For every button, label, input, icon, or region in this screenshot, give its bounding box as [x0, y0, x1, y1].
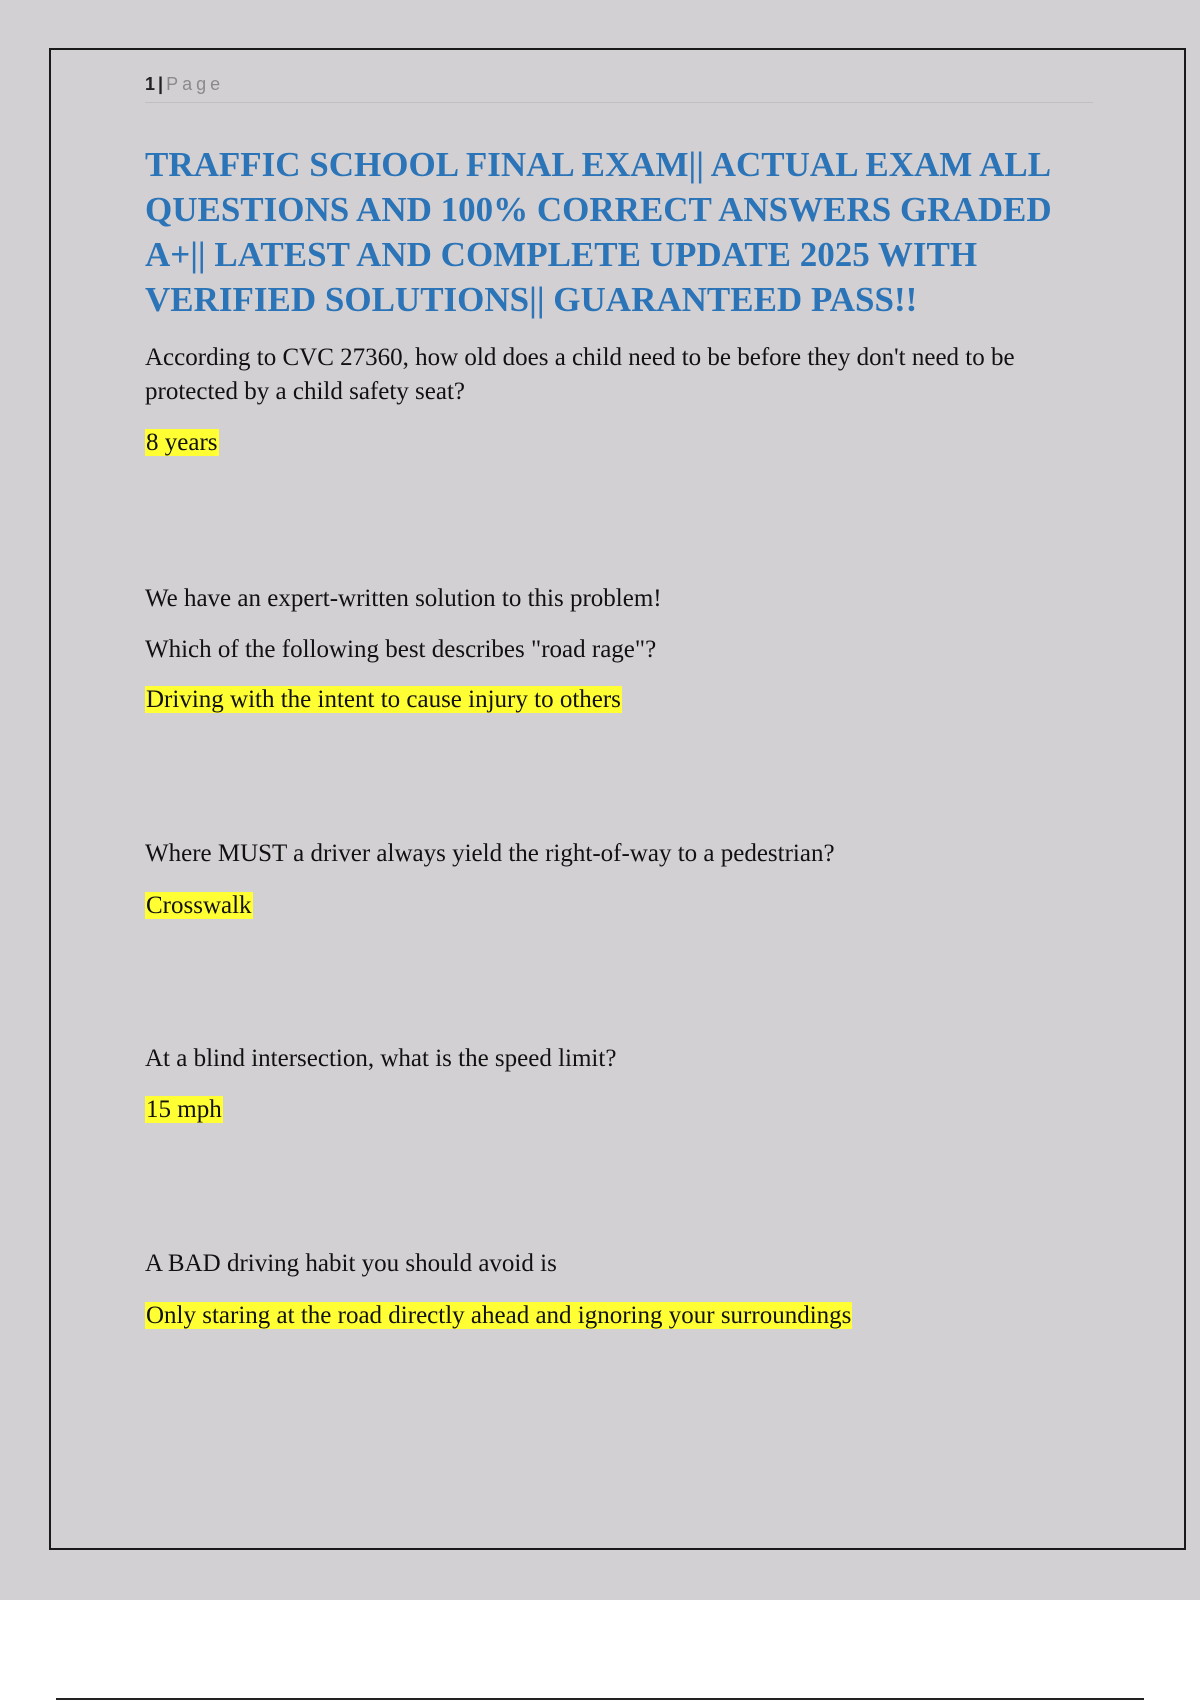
question-4: At a blind intersection, what is the speed limit? — [145, 1045, 617, 1072]
answer-2-highlight: Driving with the intent to cause injury to others — [146, 686, 621, 713]
question-5: A BAD driving habit you should avoid is — [145, 1250, 557, 1277]
answer-5-highlight: Only staring at the road directly ahead and ignoring your surroundings — [146, 1302, 852, 1329]
answer-5 — [145, 1299, 852, 1333]
document-title: TRAFFIC SCHOOL FINAL EXAM|| ACTUAL EXAM ALL QUESTIONS AND 100% CORRECT ANSWERS GRADED A+|| LATEST AND COMPLETE UPDATE 2025 WITH VERIFIED SOLUTIONS|| GUARANTEED PASS!! — [145, 145, 1052, 319]
page-header — [145, 74, 1093, 103]
answer-3 — [145, 889, 253, 923]
page-label: Page — [166, 74, 225, 94]
question-2: Which of the following best describes "road rage"? — [145, 636, 657, 663]
answer-4 — [145, 1093, 223, 1127]
answer-4-highlight: 15 mph — [146, 1096, 222, 1123]
question-1: According to CVC 27360, how old does a child need to be before they don't need to be protected by a child safety seat? — [145, 344, 1015, 405]
answer-3-highlight: Crosswalk — [146, 892, 252, 919]
header-separator: | — [158, 74, 164, 94]
page-number: 1 — [145, 74, 156, 94]
answer-1 — [145, 426, 219, 460]
answer-2 — [145, 683, 622, 717]
answer-1-highlight: 8 years — [146, 429, 218, 456]
solution-note: We have an expert-written solution to this problem! — [145, 585, 662, 612]
question-3: Where MUST a driver always yield the right-of-way to a pedestrian? — [145, 840, 835, 867]
